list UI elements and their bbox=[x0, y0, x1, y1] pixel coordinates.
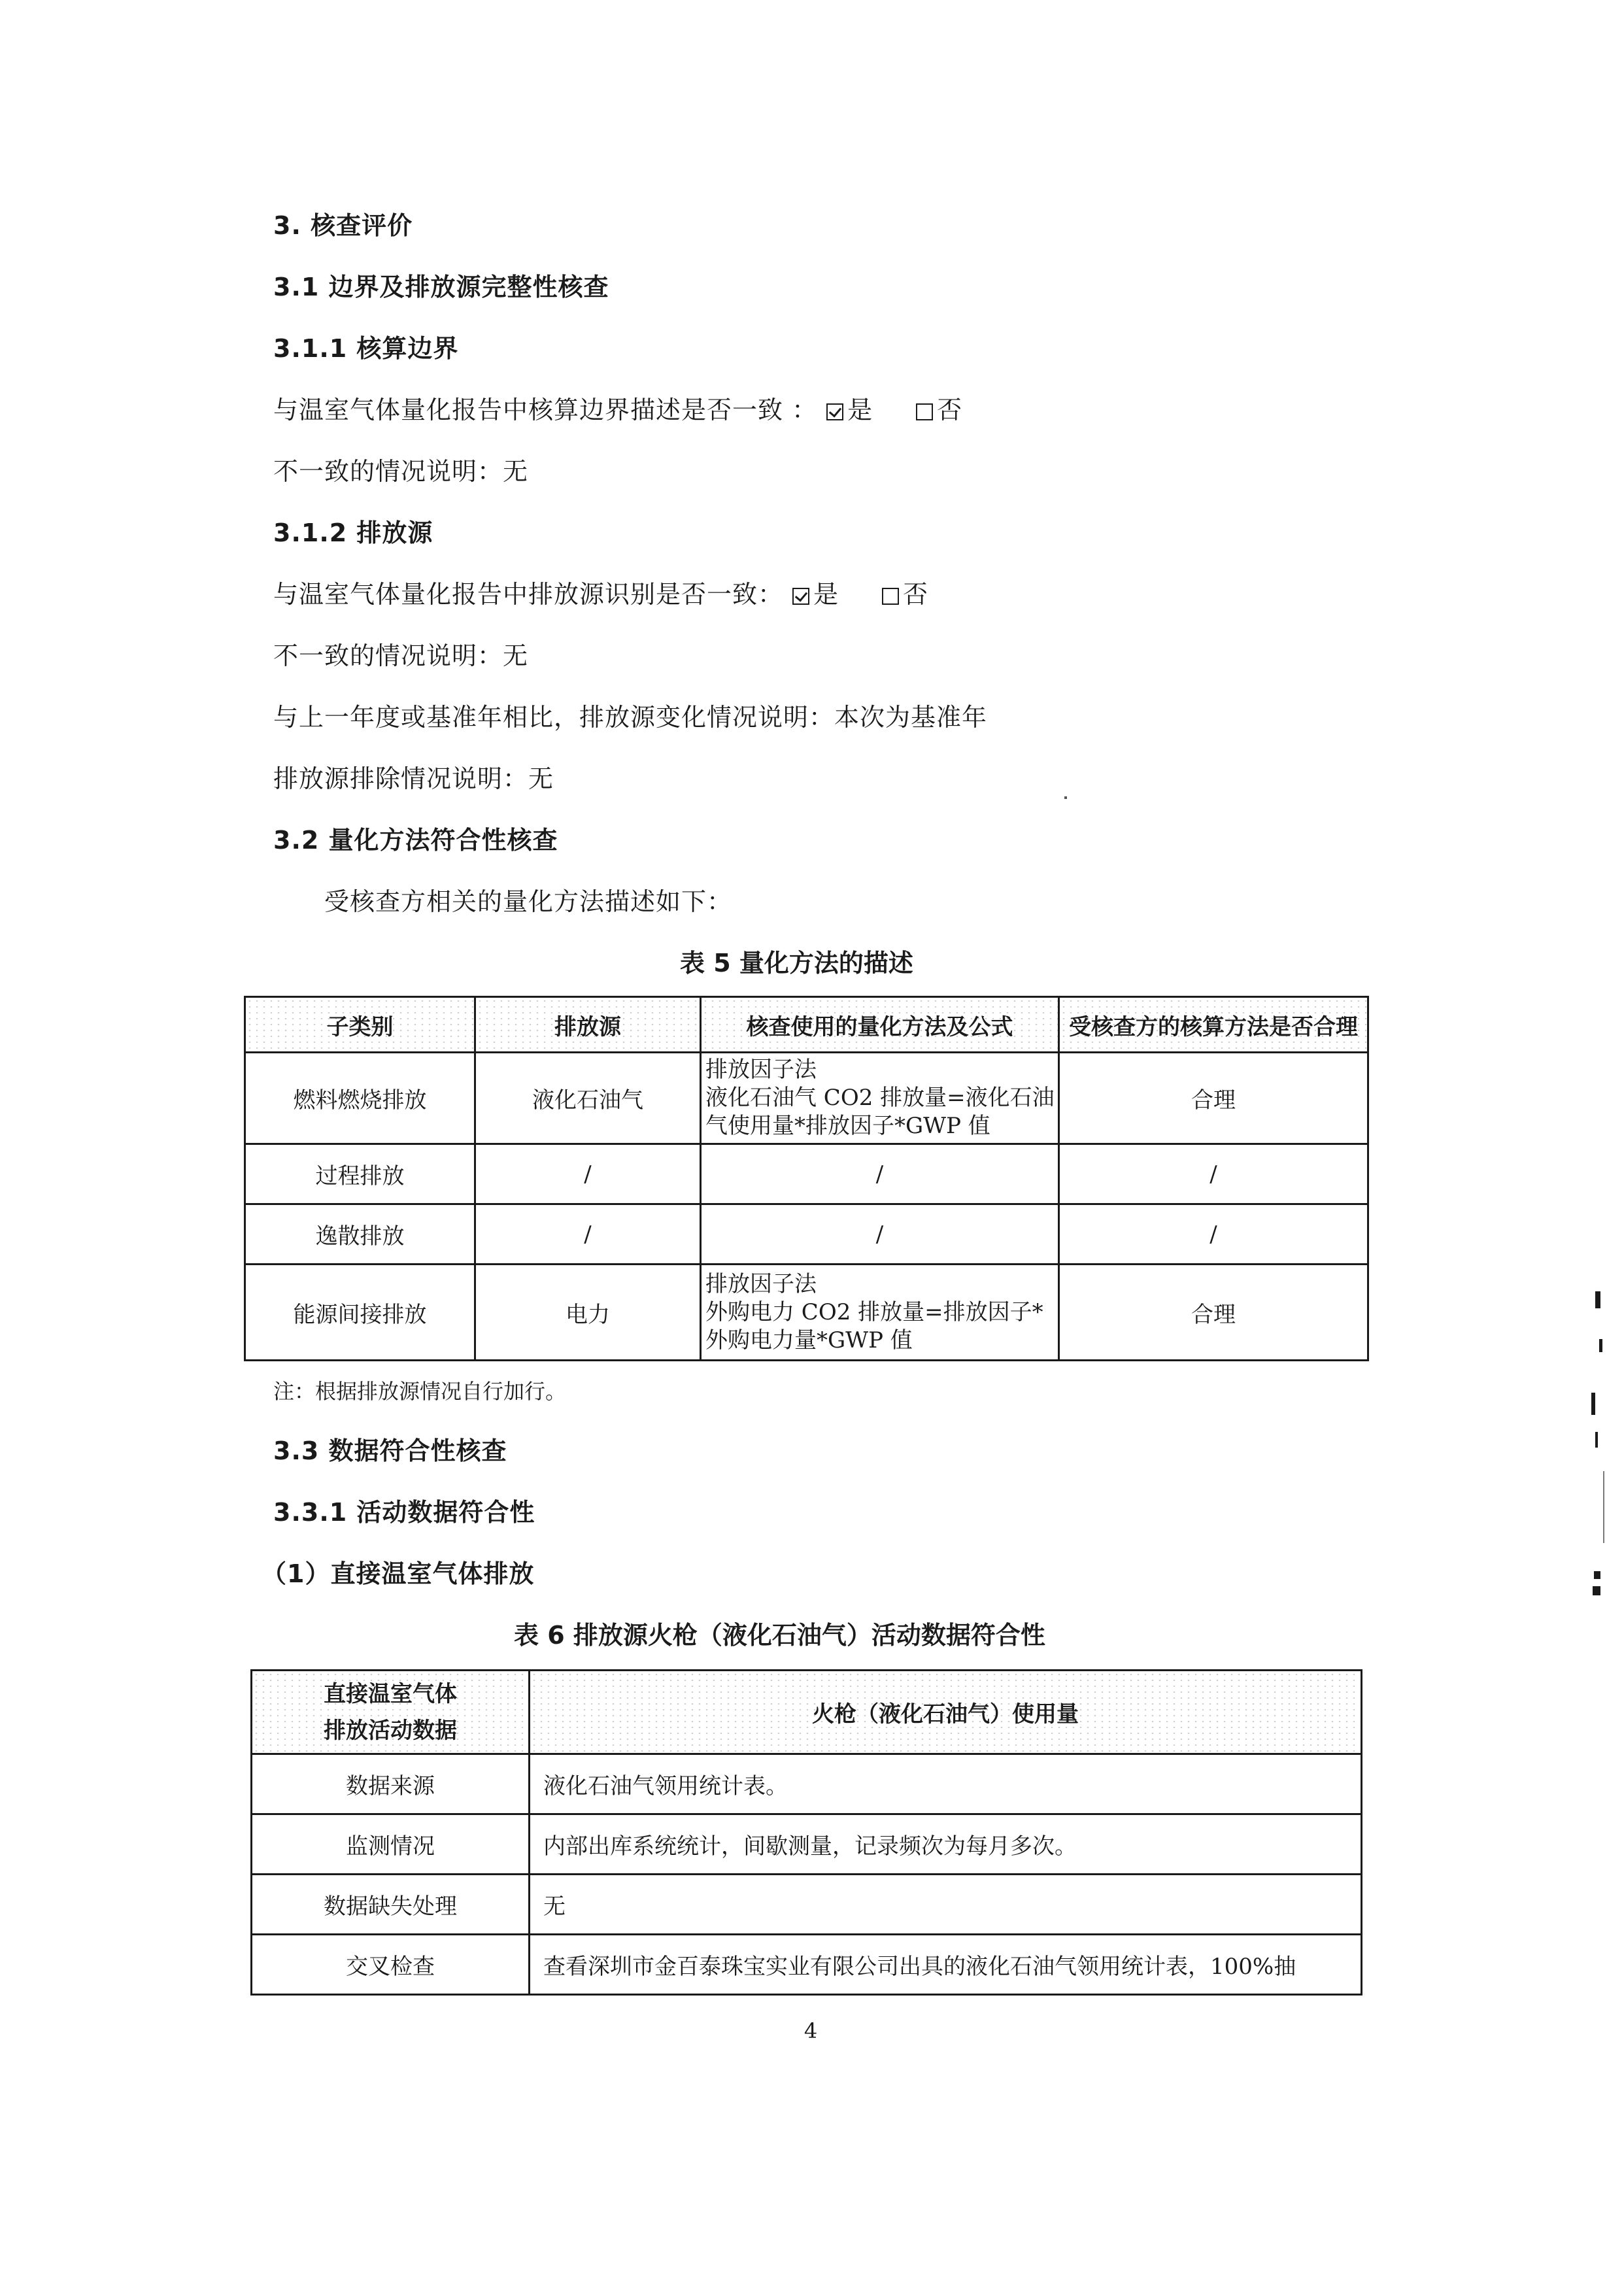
row-category: 燃料燃烧排放 bbox=[245, 1053, 475, 1144]
row-value: 查看深圳市金百泰珠宝实业有限公司出具的液化石油气领用统计表，100%抽 bbox=[530, 1935, 1362, 1995]
source-exclusion-note: 排放源排除情况说明：无 bbox=[273, 764, 554, 793]
row-source: / bbox=[475, 1144, 701, 1204]
row-source: 电力 bbox=[475, 1265, 701, 1361]
scan-mark bbox=[1594, 1571, 1600, 1579]
table-row bbox=[245, 1053, 1368, 1144]
header-line: 排放活动数据 bbox=[324, 1717, 457, 1744]
source-question-text: 与温室气体量化报告中排放源识别是否一致： bbox=[273, 580, 784, 609]
table-row bbox=[245, 1204, 1368, 1265]
row-source: 液化石油气 bbox=[475, 1053, 701, 1144]
scan-mark bbox=[1595, 1432, 1598, 1448]
boundary-no-label: 否 bbox=[937, 396, 963, 424]
section-3-3-heading: 3.3 数据符合性核查 bbox=[273, 1436, 507, 1465]
page-number: 4 bbox=[804, 2018, 818, 2043]
row-source: / bbox=[475, 1204, 701, 1265]
table-6-caption: 表 6 排放源火枪（液化石油气）活动数据符合性 bbox=[514, 1621, 1045, 1650]
source-no-label: 否 bbox=[903, 580, 929, 609]
boundary-consistency-question bbox=[273, 395, 962, 425]
checked-checkbox-icon[interactable] bbox=[792, 588, 809, 605]
table-row bbox=[245, 1144, 1368, 1204]
header-emission-source: 排放源 bbox=[475, 997, 701, 1053]
row-label: 监测情况 bbox=[252, 1814, 530, 1875]
header-usage: 火枪（液化石油气）使用量 bbox=[530, 1671, 1362, 1754]
method-line: 外购电力 CO2 排放量=排放因子* bbox=[705, 1299, 1043, 1325]
unchecked-checkbox-icon[interactable] bbox=[916, 403, 933, 420]
unchecked-checkbox-icon[interactable] bbox=[882, 588, 899, 605]
scan-mark bbox=[1603, 1471, 1604, 1543]
scan-mark bbox=[1591, 1393, 1595, 1415]
row-method: / bbox=[701, 1144, 1059, 1204]
row-reasonable: 合理 bbox=[1059, 1053, 1368, 1144]
section-3-1-2-heading: 3.1.2 排放源 bbox=[273, 518, 433, 547]
table-header-row bbox=[252, 1671, 1362, 1754]
row-category: 逸散排放 bbox=[245, 1204, 475, 1265]
row-method bbox=[701, 1053, 1059, 1144]
row-label: 交叉检查 bbox=[252, 1935, 530, 1995]
row-category: 过程排放 bbox=[245, 1144, 475, 1204]
source-change-note: 与上一年度或基准年相比，排放源变化情况说明：本次为基准年 bbox=[273, 703, 988, 732]
method-line: 外购电力量*GWP 值 bbox=[705, 1327, 913, 1353]
row-reasonable: / bbox=[1059, 1204, 1368, 1265]
source-yes-label: 是 bbox=[813, 580, 839, 609]
row-category: 能源间接排放 bbox=[245, 1265, 475, 1361]
table-6-activity-data bbox=[250, 1669, 1362, 1996]
header-line: 直接温室气体 bbox=[324, 1680, 457, 1707]
row-reasonable: / bbox=[1059, 1144, 1368, 1204]
table-5-caption: 表 5 量化方法的描述 bbox=[680, 949, 913, 977]
row-reasonable: 合理 bbox=[1059, 1265, 1368, 1361]
checked-checkbox-icon[interactable] bbox=[826, 403, 843, 420]
scan-mark bbox=[1595, 1291, 1600, 1308]
row-method: / bbox=[701, 1204, 1059, 1265]
method-line: 排放因子法 bbox=[705, 1270, 817, 1297]
table-row bbox=[252, 1814, 1362, 1875]
section-3-2-intro: 受核查方相关的量化方法描述如下： bbox=[324, 887, 733, 916]
direct-emission-heading: （1）直接温室气体排放 bbox=[262, 1559, 535, 1588]
row-method bbox=[701, 1265, 1059, 1361]
method-line: 气使用量*排放因子*GWP 值 bbox=[705, 1113, 990, 1139]
table-row bbox=[252, 1754, 1362, 1814]
row-value: 液化石油气领用统计表。 bbox=[530, 1754, 1362, 1814]
header-activity-data bbox=[252, 1671, 530, 1754]
row-label: 数据来源 bbox=[252, 1754, 530, 1814]
source-consistency-question bbox=[273, 579, 928, 609]
section-3-1-heading: 3.1 边界及排放源完整性核查 bbox=[273, 273, 609, 301]
row-label: 数据缺失处理 bbox=[252, 1875, 530, 1935]
source-inconsistency-note: 不一致的情况说明：无 bbox=[273, 641, 529, 670]
table-header-row bbox=[245, 997, 1368, 1053]
table-row bbox=[252, 1935, 1362, 1995]
boundary-inconsistency-note: 不一致的情况说明：无 bbox=[273, 457, 529, 486]
header-subcategory: 子类别 bbox=[245, 997, 475, 1053]
table-row bbox=[252, 1875, 1362, 1935]
boundary-yes-label: 是 bbox=[847, 396, 873, 424]
section-3-heading: 3. 核查评价 bbox=[273, 211, 413, 240]
method-line: 液化石油气 CO2 排放量=液化石油 bbox=[705, 1085, 1055, 1111]
method-line: 排放因子法 bbox=[705, 1057, 817, 1083]
table-5-quantification-methods bbox=[244, 996, 1369, 1361]
scan-mark bbox=[1593, 1586, 1600, 1595]
scan-mark bbox=[1599, 1339, 1602, 1352]
section-3-1-1-heading: 3.1.1 核算边界 bbox=[273, 334, 459, 363]
header-method-reasonable: 受核查方的核算方法是否合理 bbox=[1059, 997, 1368, 1053]
row-value: 内部出库系统统计，间歇测量，记录频次为每月多次。 bbox=[530, 1814, 1362, 1875]
boundary-question-text: 与温室气体量化报告中核算边界描述是否一致 ： bbox=[273, 396, 818, 424]
row-value: 无 bbox=[530, 1875, 1362, 1935]
header-quantification-method: 核查使用的量化方法及公式 bbox=[701, 997, 1059, 1053]
table-5-note: 注：根据排放源情况自行加行。 bbox=[273, 1379, 567, 1404]
table-row bbox=[245, 1265, 1368, 1361]
scan-mark bbox=[1064, 796, 1067, 799]
section-3-2-heading: 3.2 量化方法符合性核查 bbox=[273, 826, 558, 855]
section-3-3-1-heading: 3.3.1 活动数据符合性 bbox=[273, 1498, 535, 1527]
